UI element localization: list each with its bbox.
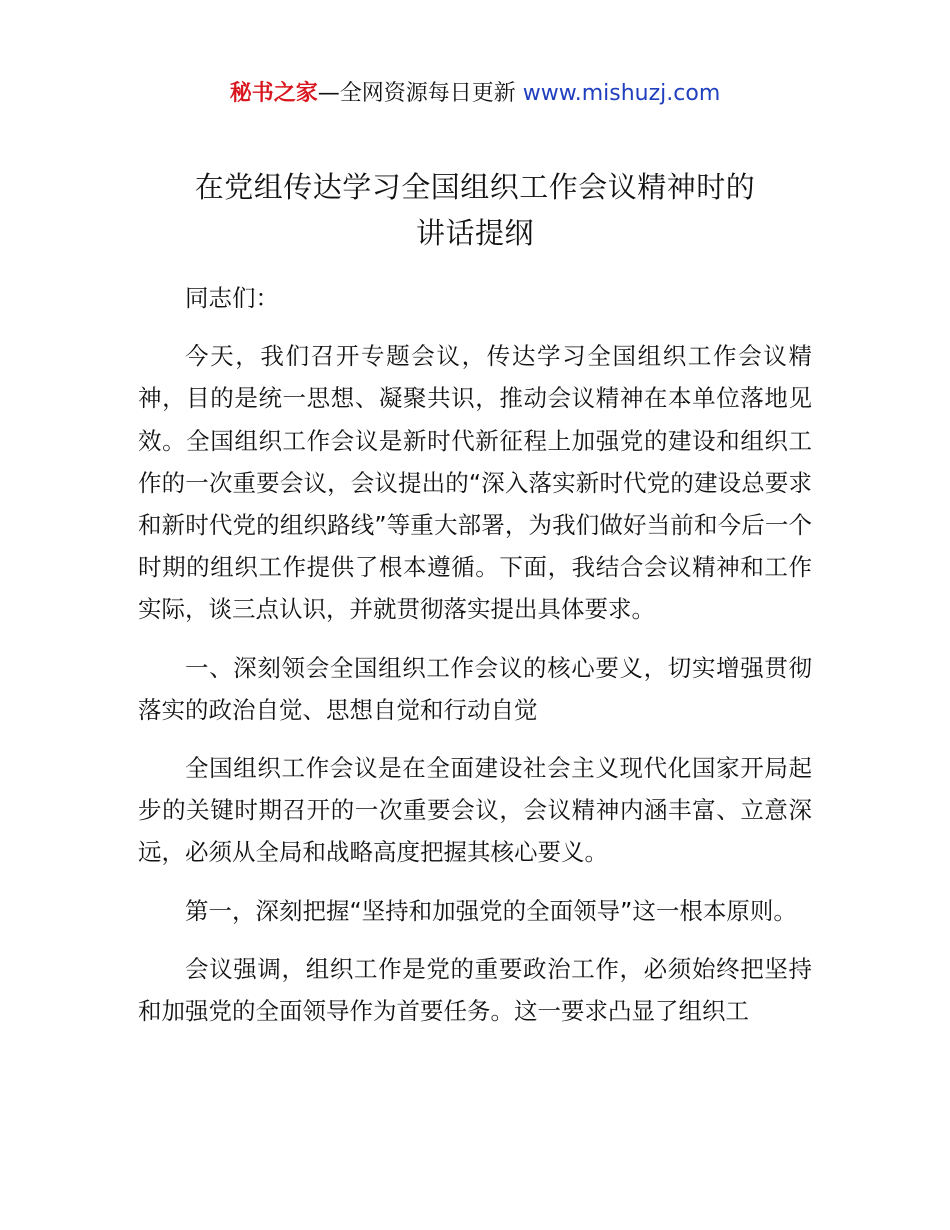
document-title: [100, 164, 850, 256]
body-paragraph: 会议强调，组织工作是党的重要政治工作，必须始终把坚持和加强党的全面领导作为首要任务。这一要求凸显了组织工: [138, 954, 812, 1026]
brand-name: 秘书之家: [229, 81, 318, 106]
salutation: 同志们：: [185, 284, 279, 312]
section-heading: 一、深刻领会全国组织工作会议的核心要义，切实增强贯彻落实的政治自觉、思想自觉和行动自觉: [138, 653, 812, 724]
subsection-heading: 第一，深刻把握“坚持和加强党的全面领导”这一根本原则。: [185, 896, 797, 925]
title-line-2: 讲话提纲: [415, 216, 534, 250]
title-line-1: 在党组传达学习全国组织工作会议精神时的: [194, 170, 756, 204]
body-paragraph: 全国组织工作会议是在全面建设社会主义现代化国家开局起步的关键时期召开的一次重要会议，会议精神内涵丰富、立意深远，必须从全局和战略高度把握其核心要义。: [138, 754, 812, 867]
header-tagline: —全网资源每日更新: [317, 81, 516, 106]
body-paragraph: 今天，我们召开专题会议，传达学习全国组织工作会议精神，目的是统一思想、凝聚共识，推动会议精神在本单位落地见效。全国组织工作会议是新时代新征程上加强党的建设和组织工作的一次重要会议，会议提出的“深入落实新时代党的建设总要求和新时代党的组织路线”等重大部署，为我们做好当前和今后一个时期的组织工作提供了根本遵循。下面，我结合会议精神和工作实际，谈三点认识，并就贯彻落实提出具体要求。: [138, 342, 812, 624]
document-body: [138, 277, 812, 1048]
site-url-link[interactable]: www.mishuzj.com: [522, 81, 721, 106]
site-header: [0, 76, 950, 112]
